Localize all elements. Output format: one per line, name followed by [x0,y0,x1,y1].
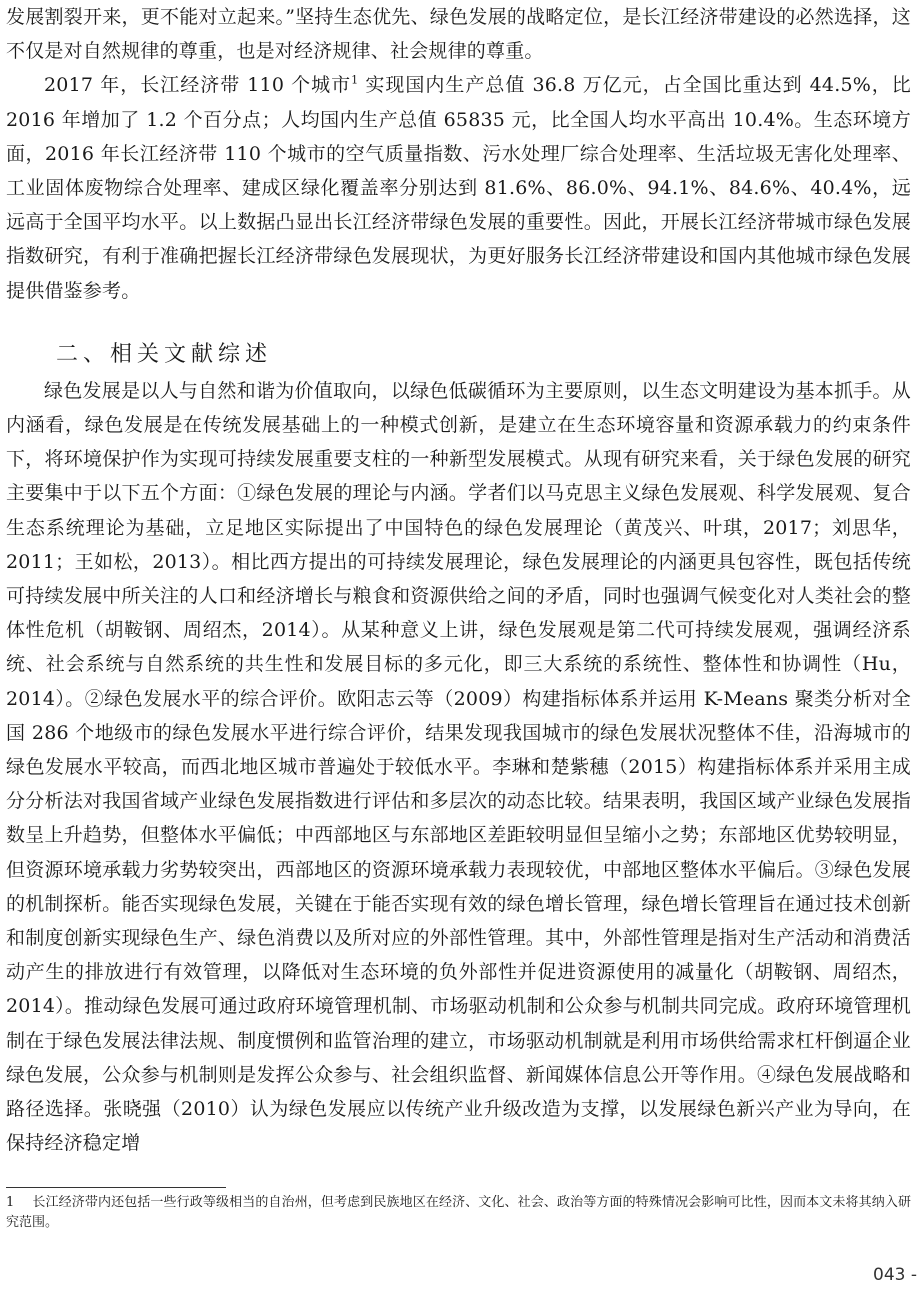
paragraph-3: 绿色发展是以人与自然和谐为价值取向，以绿色低碳循环为主要原则，以生态文明建设为基本抓手。从内涵看，绿色发展是在传统发展基础上的一种模式创新，是建立在生态环境容量和资源承载力的约束条件下，将环境保护作为实现可持续发展重要支柱的一种新型发展模式。从现有研究来看，关于绿色发展的研究主要集中于以下五个方面：①绿色发展的理论与内涵。学者们以马克思主义绿色发展观、科学发展观、复合生态系统理论为基础，立足地区实际提出了中国特色的绿色发展理论（黄茂兴、叶琪，2017；刘思华，2011；王如松，2013）。相比西方提出的可持续发展理论，绿色发展理论的内涵更具包容性，既包括传统可持续发展中所关注的人口和经济增长与粮食和资源供给之间的矛盾，同时也强调气候变化对人类社会的整体性危机（胡鞍钢、周绍杰，2014）。从某种意义上讲，绿色发展观是第二代可持续发展观，强调经济系统、社会系统与自然系统的共生性和发展目标的多元化，即三大系统的系统性、整体性和协调性（Hu， 2014）。②绿色发展水平的综合评价。欧阳志云等（2009）构建指标体系并运用 K-Means 聚类分析对全国 286 个地级市的绿色发展水平进行综合评价，结果发现我国城市的绿色发展状况整体不佳，沿海城市的绿色发展水平较高，而西北地区城市普遍处于较低水平。李琳和楚紫穗（2015）构建指标体系并采用主成分分析法对我国省域产业绿色发展指数进行评估和多层次的动态比较。结果表明，我国区域产业绿色发展指数呈上升趋势，但整体水平偏低；中西部地区与东部地区差距较明显但呈缩小之势；东部地区优势较明显，但资源环境承载力劣势较突出，西部地区的资源环境承载力表现较优，中部地区整体水平偏后。③绿色发展的机制探析。能否实现绿色发展，关键在于能否实现有效的绿色增长管理，绿色增长管理旨在通过技术创新和制度创新实现绿色生产、绿色消费以及所对应的外部性管理。其中，外部性管理是指对生产活动和消费活动产生的排放进行有效管理，以降低对生态环境的负外部性并促进资源使用的减量化（胡鞍钢、周绍杰，2014）。推动绿色发展可通过政府环境管理机制、市场驱动机制和公众参与机制共同完成。政府环境管理机制在于绿色发展法律法规、制度惯例和监管治理的建立，市场驱动机制就是利用市场供给需求杠杆倒逼企业绿色发展，公众参与机制则是发挥公众参与、社会组织监督、新闻媒体信息公开等作用。④绿色发展战略和路径选择。张晓强（2010）认为绿色发展应以传统产业升级改造为支撑，以发展绿色新兴产业为导向，在保持经济稳定增 [6,379,911,1155]
paragraph-2-rest: 实现国内生产总值 36.8 万亿元，占全国比重达到 44.5%，比 2016 年增加了 1.2 个百分点；人均国内生产总值 65835 元，比全国人均水平高出 10.4%。生态环境方面，2016 年长江经济带 110 个城市的空气质量指数、污水处理厂综合处理率、生活垃圾无害化处理率、工业固体废物综合处理率、建成区绿化覆盖率分别达到 81.6%、86.0%、94.1%、84.6%、40.4%，远远高于全国平均水平。以上数据凸显出长江经济带绿色发展的重要性。因此，开展长江经济带城市绿色发展指数研究，有利于准确把握长江经济带绿色发展现状，为更好服务长江经济带建设和国内其他城市绿色发展提供借鉴参考。 [6,74,911,302]
paragraph-2 [6,68,911,307]
footnote-number: 1 [6,1195,15,1210]
footnote-divider [6,1187,226,1188]
footnote-text: 长江经济带内还包括一些行政等级相当的自治州，但考虑到民族地区在经济、文化、社会、政治等方面的特殊情况会影响可比性，因而本文未将其纳入研究范围。 [6,1195,911,1230]
page-number: 043 - [873,1265,917,1285]
footnote [6,1193,911,1233]
page-body [6,0,911,1161]
page-number-value: 043 [873,1265,906,1285]
paragraph-1: 发展割裂开来，更不能对立起来。”坚持生态优先、绿色发展的战略定位，是长江经济带建设的必然选择，这不仅是对自然规律的尊重，也是对经济规律、社会规律的尊重。 [6,6,911,63]
footnote-reference: 1 [351,74,359,88]
section-heading: 二、相关文献综述 [56,341,273,367]
paragraph-2-start: 2017 年，长江经济带 110 个城市 [44,74,352,97]
